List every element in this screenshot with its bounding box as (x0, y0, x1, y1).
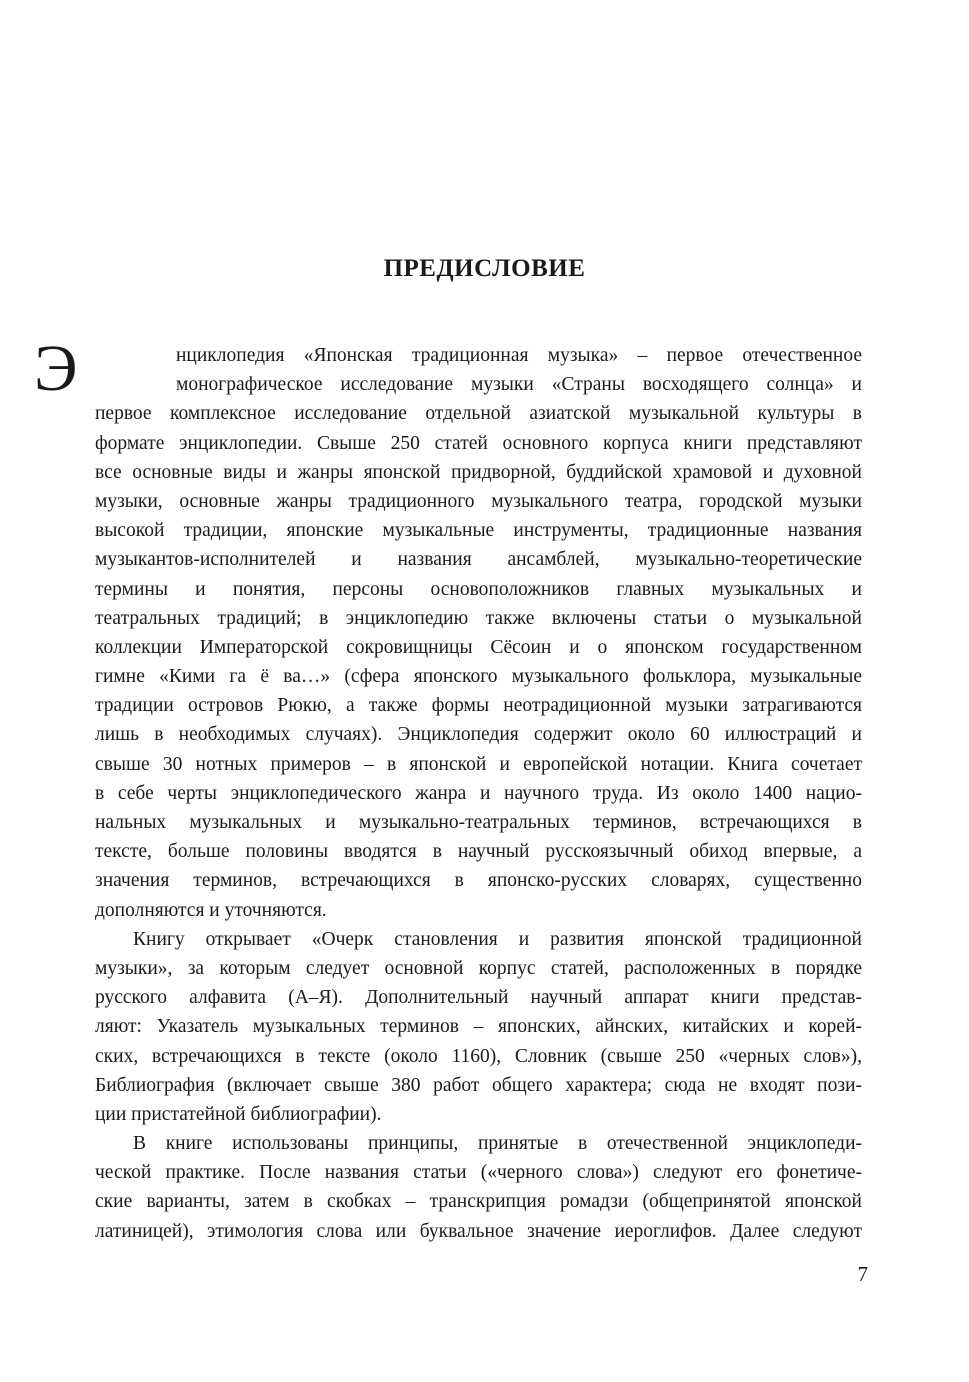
text-line: первое комплексное исследование отдельной азиатской музыкальной культуры в (95, 403, 862, 425)
text-line: театральных традиций; в энциклопедию также включены статьи о музыкальной (95, 607, 862, 629)
text-line: музыки, основные жанры традиционного музыкального театра, городской музыки (95, 490, 862, 512)
text-line: тексте, больше половины вводятся в научный русскоязычный обиход впервые, а (95, 841, 862, 863)
text-line: дополняются и уточняются. (95, 899, 327, 921)
text-line: музыки», за которым следует основной корпус статей, расположенных в порядке (95, 957, 862, 979)
text-line: ские варианты, затем в скобках – транскрипция ромадзи (общепринятой японской (95, 1191, 862, 1213)
text-line: ских, встречающихся в тексте (около 1160), Словник (свыше 250 «черных слов»), (95, 1045, 862, 1067)
text-line: латиницей), этимология слова или буквальное значение иероглифов. Далее следуют (95, 1220, 862, 1242)
text-line: ческой практике. После названия статьи («черного слова») следуют его фонетиче- (95, 1162, 862, 1184)
text-line: термины и понятия, персоны основоположников главных музыкальных и (95, 578, 862, 600)
text-line: монографическое исследование музыки «Страны восходящего солнца» и (176, 374, 862, 396)
text-line: значения терминов, встречающихся в японско-русских словарях, существенно (95, 870, 862, 892)
text-line: русского алфавита (А–Я). Дополнительный научный аппарат книги представ- (95, 987, 862, 1009)
text-line: музыкантов-исполнителей и названия ансамблей, музыкально-теоретические (95, 549, 862, 571)
text-line: в себе черты энциклопедического жанра и научного труда. Из около 1400 нацио- (95, 782, 862, 804)
text-line: ции пристатейной библиографии). (95, 1103, 382, 1125)
page-number: 7 (857, 1262, 868, 1286)
text-line: нальных музыкальных и музыкально-театральных терминов, встречающихся в (95, 812, 862, 833)
text-line: высокой традиции, японские музыкальные инструменты, традиционные названия (95, 520, 862, 542)
text-line: нциклопедия «Японская традиционная музыка» – первое отечественное (176, 345, 862, 366)
text-line: Книгу открывает «Очерк становления и развития японской традиционной (133, 928, 862, 950)
page-title: ПРЕДИСЛОВИЕ (383, 255, 586, 282)
text-line: гимне «Кими га ё ва…» (сфера японского музыкального фольклора, музыкальные (95, 666, 862, 688)
preface-text (95, 341, 862, 1246)
text-line: формате энциклопедии. Свыше 250 статей основного корпуса книги представляют (95, 432, 862, 454)
text-line: все основные виды и жанры японской придворной, буддийской храмовой и духовной (95, 461, 862, 483)
text-line: свыше 30 нотных примеров – в японской и европейской нотации. Книга сочетает (95, 753, 862, 775)
text-line: лишь в необходимых случаях). Энциклопедия содержит около 60 иллюстраций и (95, 724, 862, 746)
text-line: В книге использованы принципы, принятые в отечественной энциклопеди- (133, 1133, 862, 1155)
text-line: традиции островов Рюкю, а также формы неотрадиционной музыки затрагиваются (95, 695, 862, 717)
text-line: коллекции Императорской сокровищницы Сёсоин и о японском государственном (95, 636, 862, 658)
text-line: Библиография (включает свыше 380 работ общего характера; сюда не входят пози- (95, 1074, 862, 1096)
text-line: ляют: Указатель музыкальных терминов – японских, айнских, китайских и корей- (95, 1016, 862, 1038)
drop-cap: Э (34, 332, 78, 405)
